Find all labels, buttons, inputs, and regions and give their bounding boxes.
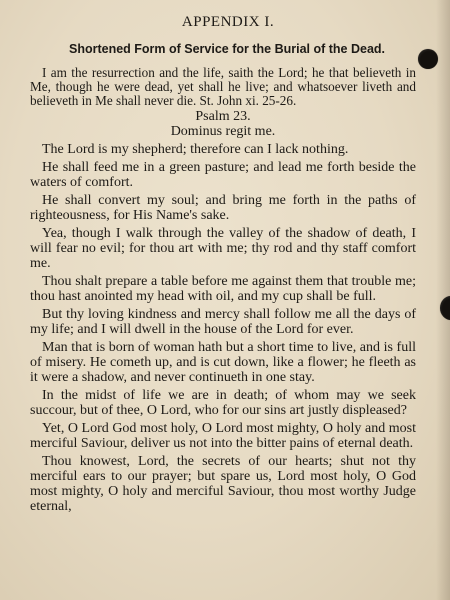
verse-paragraph: The Lord is my shepherd; therefore can I lack nothing. [42,142,349,157]
verse-paragraph: In the midst of life we are in death; of whom may we seek succour, but of thee, O Lord, who for our sins art justly displeased? [30,388,416,418]
verse-paragraph: But thy loving kindness and mercy shall follow me all the days of my life; and I will dwell in the house of the Lord for ever. [30,307,416,337]
verse-paragraph: Man that is born of woman hath but a short time to live, and is full of misery. He cometh up, and is cut down, like a flower; he fleeth as it were a shadow, and never continueth in one stay. [30,340,416,385]
verse-paragraph: Yea, though I walk through the valley of the shadow of death, I will fear no evil; for thou art with me; thy rod and thy staff comfort me. [30,226,416,271]
psalm-subheading: Dominus regit me. [170,124,276,139]
punch-hole-top [418,49,438,69]
intro-scripture: I am the resurrection and the life, saith the Lord; he that believeth in Me, though he were dead, yet shall he live; and whatsoever liveth and believeth in Me shall never die. St. John xi. 25-26. [30,65,416,108]
page-text [30,12,416,517]
psalm-heading: Psalm 23. [195,109,251,124]
appendix-heading: APPENDIX I. [181,14,275,30]
verse-paragraph: Thou shalt prepare a table before me against them that trouble me; thou hast anointed my head with oil, and my cup shall be full. [30,274,416,304]
verse-paragraph: He shall convert my soul; and bring me forth in the paths of righteousness, for His Name's sake. [30,193,416,223]
verse-paragraph: Thou knowest, Lord, the secrets of our hearts; shut not thy merciful ears to our prayer; but spare us, Lord most holy, O God most mighty, O holy and merciful Saviour, thou most worthy Judge eternal, [30,454,416,514]
verse-paragraph: Yet, O Lord God most holy, O Lord most mighty, O holy and most merciful Saviour, deliver us not into the bitter pains of eternal death. [30,421,416,451]
service-title: Shortened Form of Service for the Burial of the Dead. [68,42,386,56]
verse-paragraph: He shall feed me in a green pasture; and lead me forth beside the waters of comfort. [30,160,416,190]
